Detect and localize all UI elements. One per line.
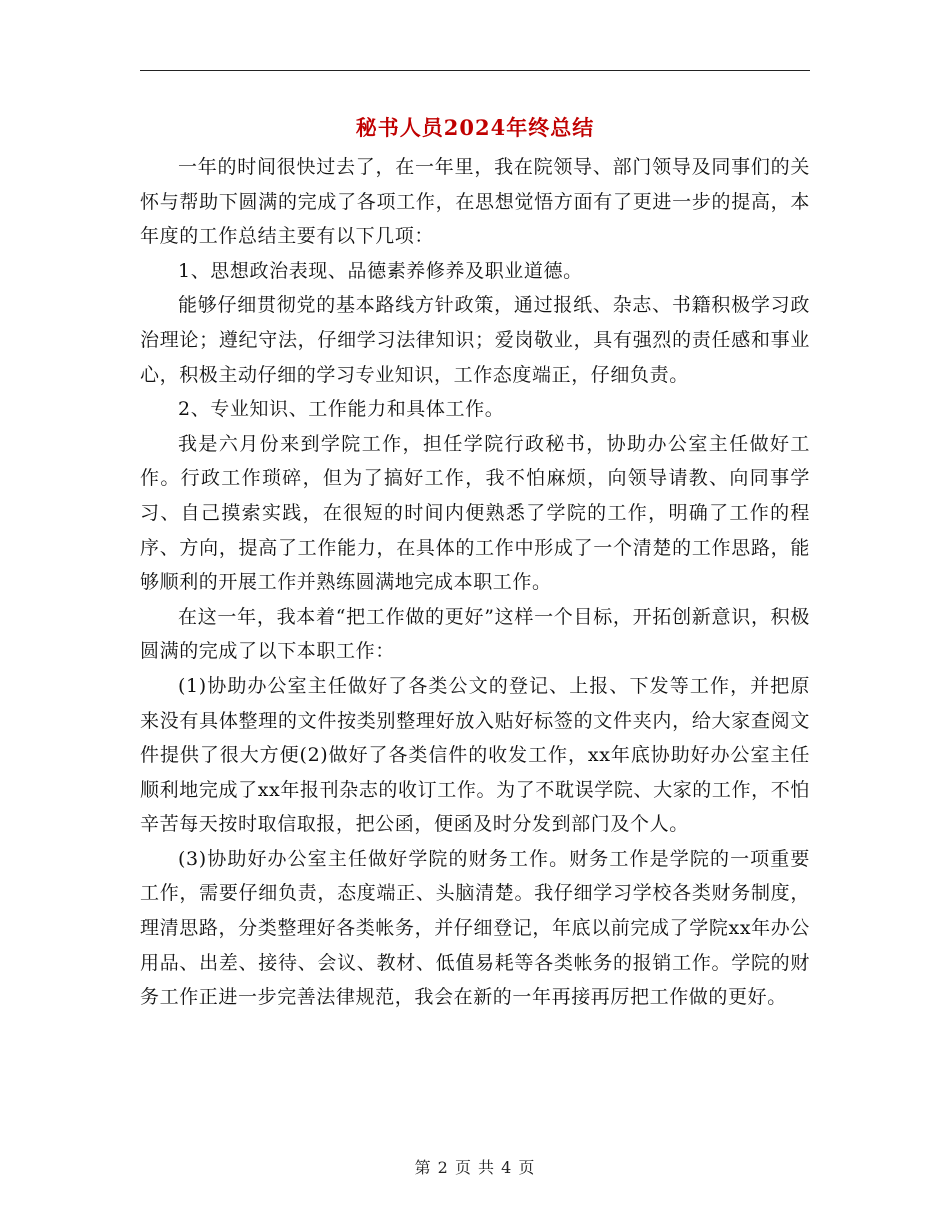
paragraph-item-1-2: (1)协助办公室主任做好了各类公文的登记、上报、下发等工作，并把原来没有具体整理的文件按类别整理好放入贴好标签的文件夹内，给大家查阅文件提供了很大方便(2)做好了各类信件的收发工作，xx年底协助好办公室主任顺利地完成了xx年报刊杂志的收订工作。为了不耽误学院、大家的工作，不怕辛苦每天按时取信取报，把公函，便函及时分发到部门及个人。 <box>140 674 810 836</box>
header-rule <box>140 70 810 71</box>
page-number-footer: 第 2 页 共 4 页 <box>414 1158 536 1177</box>
paragraph-section-1: 能够仔细贯彻党的基本路线方针政策，通过报纸、杂志、书籍积极学习政治理论；遵纪守法，仔细学习法律知识；爱岗敬业，具有强烈的责任感和事业心，积极主动仔细的学习专业知识，工作态度端正，仔细负责。 <box>140 294 810 386</box>
document-body <box>140 150 810 1015</box>
document-title: 秘书人员2024年终总结 <box>355 115 595 140</box>
paragraph-goal: 在这一年，我本着“把工作做的更好”这样一个目标，开拓创新意识，积极圆满的完成了以下本职工作： <box>140 605 810 663</box>
section-heading-2: 2、专业知识、工作能力和具体工作。 <box>178 398 505 421</box>
paragraph-section-2: 我是六月份来到学院工作，担任学院行政秘书，协助办公室主任做好工作。行政工作琐碎，但为了搞好工作，我不怕麻烦，向领导请教、向同事学习、自己摸索实践，在很短的时间内便熟悉了学院的工作，明确了工作的程序、方向，提高了工作能力，在具体的工作中形成了一个清楚的工作思路，能够顺利的开展工作并熟练圆满地完成本职工作。 <box>140 432 810 594</box>
paragraph-item-3: (3)协助好办公室主任做好学院的财务工作。财务工作是学院的一项重要工作，需要仔细负责，态度端正、头脑清楚。我仔细学习学校各类财务制度，理清思路，分类整理好各类帐务，并仔细登记，年底以前完成了学院xx年办公用品、出差、接待、会议、教材、低值易耗等各类帐务的报销工作。学院的财务工作正进一步完善法律规范，我会在新的一年再接再厉把工作做的更好。 <box>140 847 810 1009</box>
paragraph-intro: 一年的时间很快过去了，在一年里，我在院领导、部门领导及同事们的关怀与帮助下圆满的完成了各项工作，在思想觉悟方面有了更进一步的提高，本年度的工作总结主要有以下几项： <box>140 156 810 248</box>
section-heading-1: 1、思想政治表现、品德素养修养及职业道德。 <box>178 259 583 282</box>
